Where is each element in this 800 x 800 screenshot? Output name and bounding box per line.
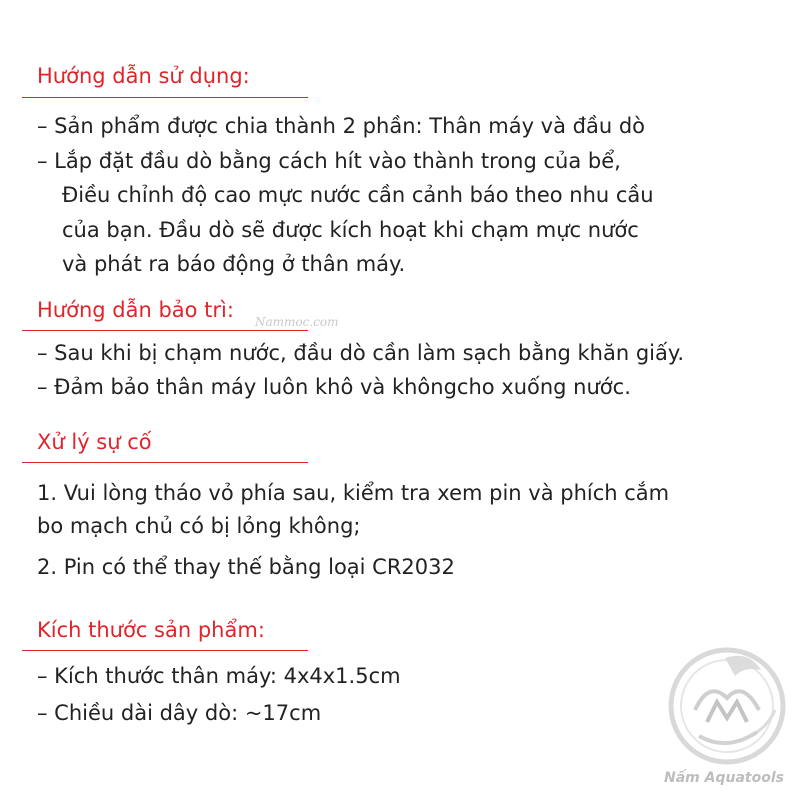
troubleshooting-underline bbox=[22, 462, 308, 463]
dimensions-heading: Kích thước sản phẩm: bbox=[37, 618, 265, 642]
troubleshooting-heading: Xử lý sự cố bbox=[37, 430, 152, 454]
troubleshooting-line-1: 1. Vui lòng tháo vỏ phía sau, kiểm tra xem pin và phích cắm bbox=[37, 481, 670, 505]
usage-line-5: và phát ra báo động ở thân máy. bbox=[62, 252, 406, 276]
usage-line-2: – Lắp đặt đầu dò bằng cách hít vào thành trong của bể, bbox=[37, 149, 621, 173]
usage-line-3: Điều chỉnh độ cao mực nước cần cảnh báo theo nhu cầu bbox=[62, 183, 654, 207]
maintenance-line-2: – Đảm bảo thân máy luôn khô và khôngcho xuống nước. bbox=[37, 375, 631, 399]
troubleshooting-line-2: bo mạch chủ có bị lỏng không; bbox=[37, 514, 361, 538]
usage-line-4: của bạn. Đầu dò sẽ được kích hoạt khi chạm mực nước bbox=[62, 218, 639, 242]
troubleshooting-line-3: 2. Pin có thể thay thế bằng loại CR2032 bbox=[37, 555, 455, 579]
dimensions-underline bbox=[22, 650, 308, 651]
maintenance-underline bbox=[22, 330, 308, 331]
usage-heading: Hướng dẫn sử dụng: bbox=[37, 64, 250, 88]
fish-circle-logo-icon bbox=[665, 640, 793, 790]
dimensions-line-1: – Kích thước thân máy: 4x4x1.5cm bbox=[37, 664, 401, 688]
logo-text: Nấm Aquatools bbox=[664, 770, 784, 786]
dimensions-line-2: – Chiều dài dây dò: ~17cm bbox=[37, 701, 322, 725]
watermark: Nammoc.com bbox=[255, 315, 339, 329]
usage-underline bbox=[22, 97, 308, 98]
usage-line-1: – Sản phẩm được chia thành 2 phần: Thân máy và đầu dò bbox=[37, 114, 646, 138]
maintenance-heading: Hướng dẫn bảo trì: bbox=[37, 298, 234, 322]
maintenance-line-1: – Sau khi bị chạm nước, đầu dò cần làm sạch bằng khăn giấy. bbox=[37, 341, 684, 365]
